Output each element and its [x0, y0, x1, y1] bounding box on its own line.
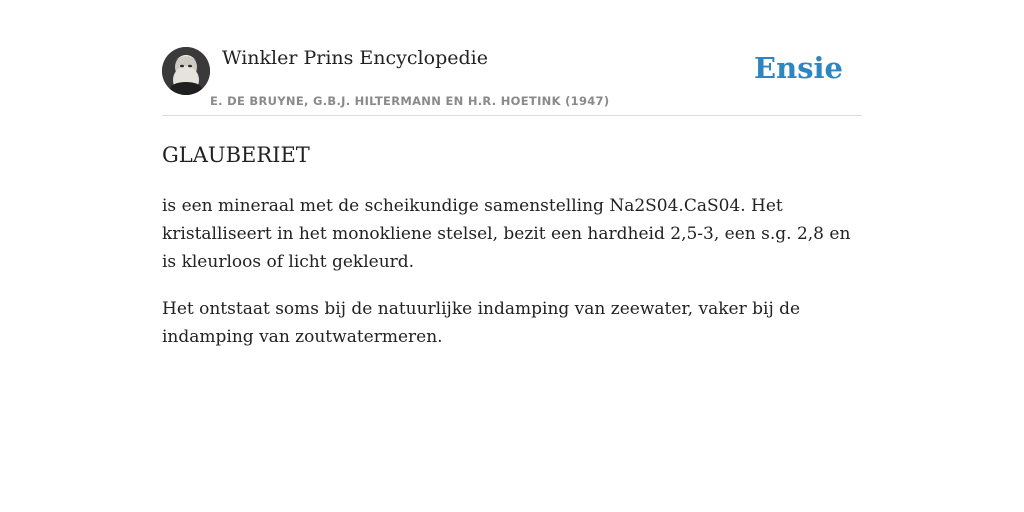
article-paragraph: is een mineraal met de scheikundige samenstelling Na2S04.CaS04. Het kristalliseert in het monokliene stelsel, bezit een hardheid 2,5-3, een s.g. 2,8 en is kleurloos of licht gekleurd.	[162, 196, 851, 272]
site-title[interactable]: Winkler Prins Encyclopedie	[222, 47, 488, 69]
header	[162, 0, 862, 116]
article	[162, 140, 862, 351]
brand-logo[interactable]: Ensie	[754, 51, 843, 85]
authors-credit: E. DE BRUYNE, G.B.J. HILTERMANN EN H.R. HOETINK (1947)	[210, 94, 610, 108]
article-paragraph: Het ontstaat soms bij de natuurlijke indamping van zeewater, vaker bij de indamping van zoutwatermeren.	[162, 299, 801, 347]
portrait-icon	[162, 47, 210, 95]
article-title: GLAUBERIET	[162, 143, 310, 167]
author-portrait-avatar[interactable]	[162, 47, 210, 95]
